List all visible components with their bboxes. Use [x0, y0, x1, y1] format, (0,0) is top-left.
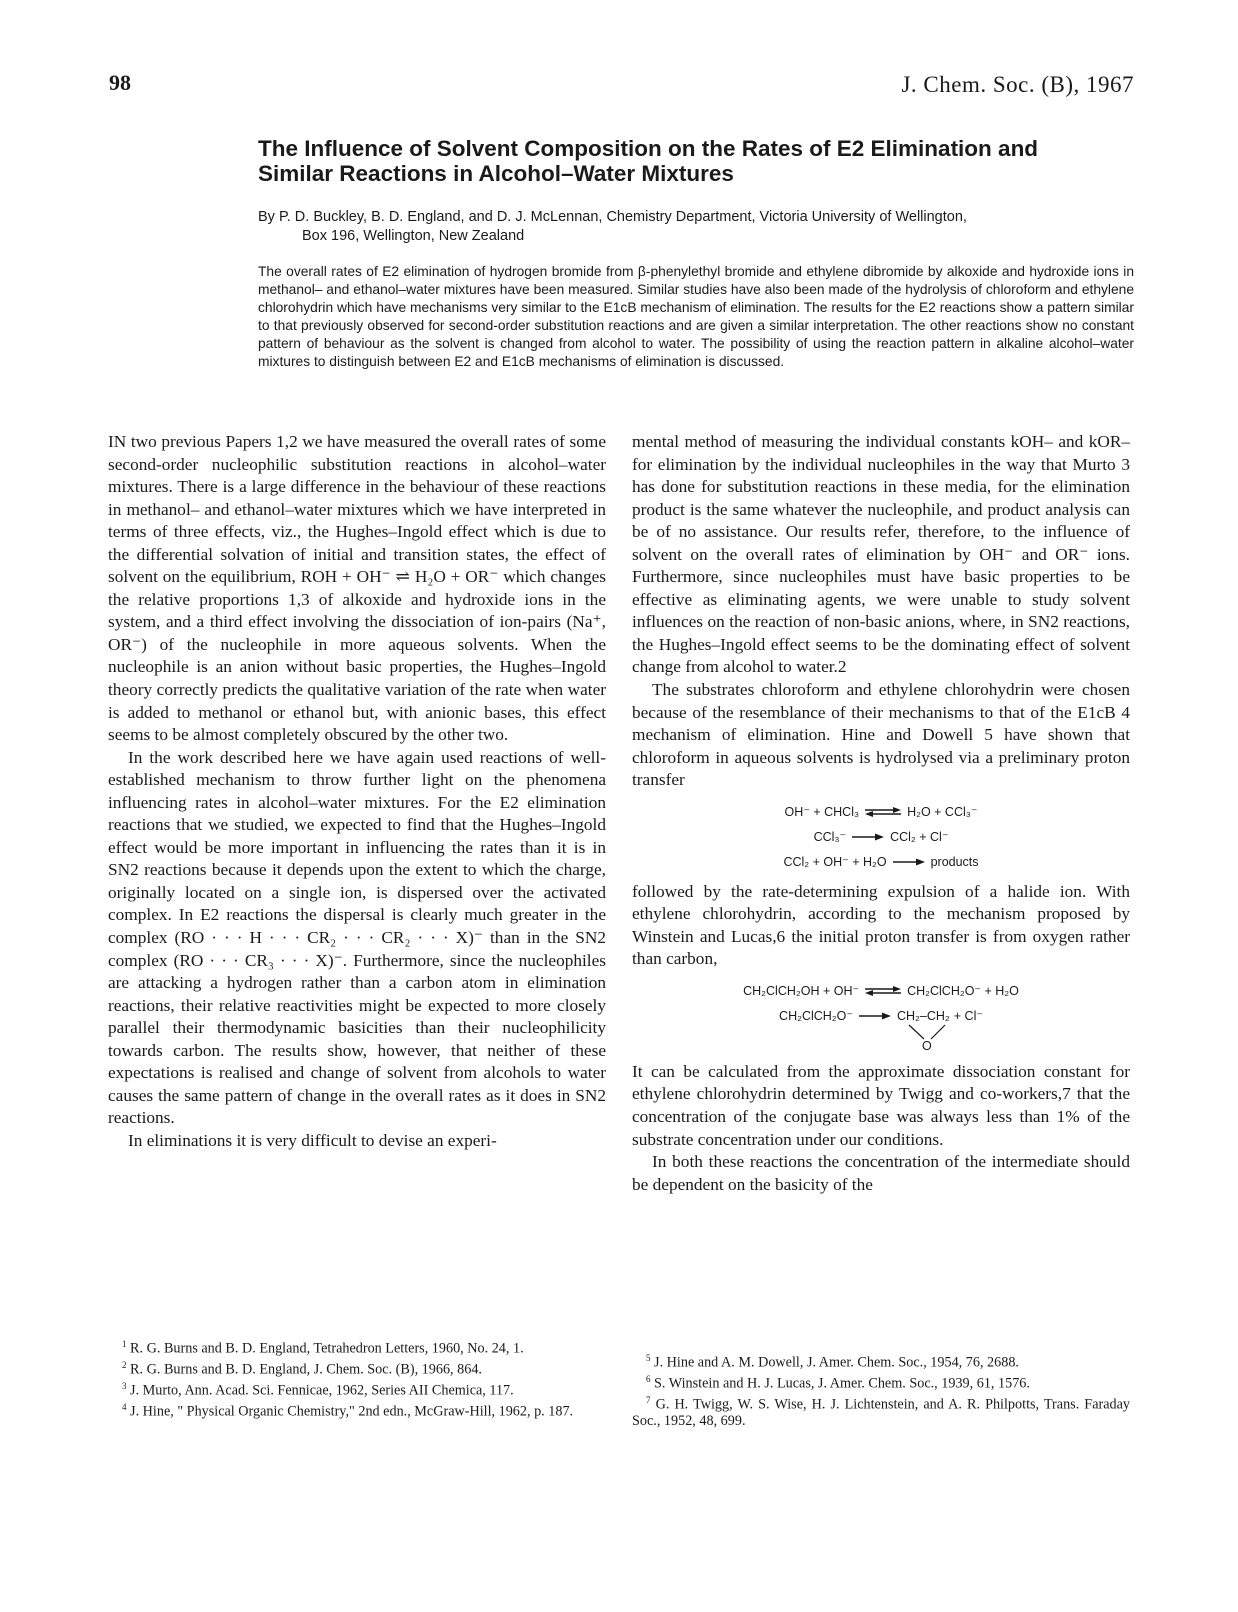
- scheme-equation: [632, 800, 1130, 825]
- products: H₂O + CCl₃⁻: [907, 804, 978, 819]
- reactants: CH₂ClCH₂OH + OH⁻: [743, 983, 860, 998]
- title-line-2: Similar Reactions in Alcohol–Water Mixtures: [258, 161, 734, 186]
- author-line-2: Box 196, Wellington, New Zealand: [302, 228, 525, 244]
- reactants: OH⁻ + CHCl₃: [784, 804, 860, 819]
- footnote-number: 1: [122, 1339, 127, 1349]
- footnote-number: 6: [646, 1374, 651, 1385]
- footnote: [632, 1350, 1130, 1371]
- reaction-arrow-icon: [857, 1012, 893, 1020]
- footnote: [632, 1392, 1130, 1430]
- body-column-right: [632, 431, 1130, 1196]
- body-column-left: [108, 431, 606, 1153]
- products: products: [930, 854, 979, 869]
- footnote-text: J. Hine, " Physical Organic Chemistry," 2nd edn., McGraw-Hill, 1962, p. 187.: [130, 1404, 574, 1421]
- author-line-1: By P. D. Buckley, B. D. England, and D. J. McLennan, Chemistry Department, Victoria University of Wellington,: [258, 209, 967, 225]
- footnote: [632, 1371, 1130, 1392]
- footnote-number: 5: [646, 1353, 651, 1363]
- scheme-equation: [632, 825, 1130, 850]
- reactants: CCl₃⁻: [813, 829, 847, 844]
- paragraph: IN two previous Papers 1,2 we have measured the overall rates of some second-order nucleophilic substitution reactions in alcohol–water mixtures. There is a large difference in the behaviour of these reactions in methanol– and ethanol–water mixtures which we have interpreted in terms of three effects, viz., the Hughes–Ingold effect which is due to the differential solvation of initial and transition states, the effect of solvent on the equilibrium, ROH + OH⁻ ⇌ H₂O + OR⁻ which changes the relative proportions 1,3 of alkoxide and hydroxide ions in the system, and a third effect involving the dissociation of ion-pairs (Na⁺, OR⁻) of the nucleophile in more aqueous solvents. When the nucleophile is an anion without basic properties, the Hughes–Ingold theory correctly predicts the qualitative variation of the rate when water is added to methanol or ethanol but, with anionic bases, this effect seems to be almost completely obscured by the other two.: [108, 432, 606, 745]
- journal-reference: J. Chem. Soc. (B), 1967: [901, 72, 1134, 97]
- paragraph: It can be calculated from the approximate dissociation constant for ethylene chlorohydrin determined by Twigg and co-workers,7 that the concentration of the conjugate base was always less than 1% of the substrate concentration under our conditions.: [632, 1061, 1130, 1149]
- scheme-equation: [632, 1004, 1130, 1053]
- footnote: [108, 1336, 606, 1357]
- paragraph: In eliminations it is very difficult to devise an experi-: [128, 1130, 497, 1150]
- equilibrium-arrow-icon: [863, 985, 903, 997]
- footnote-text: G. H. Twigg, W. S. Wise, H. J. Lichtenstein, and A. R. Philpotts, Trans. Faraday Soc., 1952, 48, 699.: [632, 1397, 1131, 1430]
- epoxide-bonds-icon: [897, 1024, 967, 1046]
- article-title: [258, 136, 1138, 186]
- author-byline: [258, 208, 1138, 246]
- equilibrium-arrow-icon: [863, 806, 903, 818]
- paragraph: The substrates chloroform and ethylene chlorohydrin were chosen because of the resemblance of their mechanisms to that of the E1cB 4 mechanism of elimination. Hine and Dowell 5 have shown that chloroform in aqueous solvents is hydrolysed via a preliminary proton transfer: [632, 680, 1130, 790]
- reaction-arrow-icon: [850, 833, 886, 841]
- epoxide-structure: [897, 1004, 950, 1053]
- footnote-text: R. G. Burns and B. D. England, J. Chem. Soc. (B), 1966, 864.: [130, 1361, 482, 1378]
- footnote: [108, 1378, 606, 1399]
- products: CH₂ClCH₂O⁻ + H₂O: [907, 983, 1019, 998]
- reactants: CCl₂ + OH⁻ + H₂O: [783, 854, 887, 869]
- products: CCl₂ + Cl⁻: [890, 829, 949, 844]
- title-line-1: The Influence of Solvent Composition on the Rates of E2 Elimination and: [258, 136, 1039, 161]
- chlorohydrin-reaction-scheme: [632, 979, 1130, 1055]
- footnote-text: R. G. Burns and B. D. England, Tetrahedron Letters, 1960, No. 24, 1.: [130, 1340, 524, 1357]
- footnote-text: J. Murto, Ann. Acad. Sci. Fennicae, 1962, Series AII Chemica, 117.: [130, 1383, 514, 1400]
- footnote-number: 2: [122, 1360, 127, 1371]
- reactants: CH₂ClCH₂O⁻: [779, 1008, 853, 1023]
- paragraph: In both these reactions the concentration of the intermediate should be dependent on the basicity of the: [632, 1152, 1130, 1194]
- paragraph: followed by the rate-determining expulsion of a halide ion. With ethylene chlorohydrin, according to the mechanism proposed by Winstein and Lucas,6 the initial proton transfer is from oxygen rather than carbon,: [632, 881, 1130, 969]
- epoxide-ring-carbons: CH₂–CH₂: [897, 1008, 950, 1023]
- footnote: [108, 1399, 606, 1420]
- footnote: [108, 1357, 606, 1378]
- footnote-text: J. Hine and A. M. Dowell, J. Amer. Chem. Soc., 1954, 76, 2688.: [654, 1354, 1019, 1371]
- abstract: The overall rates of E2 elimination of hydrogen bromide from β-phenylethyl bromide and ethylene dibromide by alkoxide and hydroxide ions in methanol– and ethanol–water mixtures have been measured. Similar studies have also been made of the hydrolysis of chloroform and ethylene chlorohydrin which have mechanisms very similar to the E1cB mechanism of elimination. The results for the E2 reactions show a pattern similar to that previously observed for second-order substitution reactions and are given a similar interpretation. The other reactions show no constant pattern of behaviour as the solvent is changed from alcohol to water. The possibility of using the reaction pattern in alkaline alcohol–water mixtures to distinguish between E2 and E1cB mechanisms of elimination is discussed.: [258, 264, 1134, 370]
- chloroform-reaction-scheme: [632, 800, 1130, 875]
- scheme-equation: [632, 850, 1130, 875]
- paragraph: mental method of measuring the individual constants kOH– and kOR– for elimination by the individual nucleophiles in the way that Murto 3 has done for substitution reactions in these media, for the elimination product is the same whatever the nucleophile, and product analysis can be of no assistance. Our results refer, therefore, to the influence of solvent on the overall rates of elimination by OH⁻ and OR⁻ ions. Furthermore, since nucleophiles must have basic properties to be effective as eliminating agents, we were unable to study solvent influences on the reaction of non-basic anions, where, in SN2 reactions, the Hughes–Ingold effect seems to be the dominating effect of solvent change from alcohol to water.2: [632, 432, 1130, 677]
- paragraph: In the work described here we have again used reactions of well-established mechanism to throw further light on the phenomena influencing rates in alcohol–water mixtures. For the E2 elimination reactions that we studied, we expected to find that the Hughes–Ingold effect would be more important in influencing the rates than it is in SN2 reactions because it depends upon the extent to which the charge, originally located on a single ion, is dispersed over the activated complex. In E2 reactions the dispersal is clearly much greater in the complex (RO · · · H · · · CR₂ · · · CR₂ · · · X)⁻ than in the SN2 complex (RO · · · CR₃ · · · X)⁻. Furthermore, since the nucleophiles are attacking a hydrogen rather than a carbon atom in elimination reactions, their relative reactivities might be expected to more closely parallel their thermodynamic basicities than their nucleophilicity towards carbon. The results show, however, that neither of these expectations is realised and change of solvent from alcohols to water causes the same pattern of change in the overall rates as it does in SN2 reactions.: [108, 747, 606, 1128]
- footnote-number: 7: [646, 1395, 651, 1406]
- scheme-equation: [632, 979, 1130, 1004]
- page-number: 98: [109, 70, 131, 95]
- footnotes-right: [632, 1350, 1130, 1430]
- footnotes-left: [108, 1336, 606, 1421]
- products: + Cl⁻: [953, 1008, 983, 1023]
- footnote-text: S. Winstein and H. J. Lucas, J. Amer. Chem. Soc., 1939, 61, 1576.: [654, 1375, 1030, 1392]
- footnote-number: 3: [122, 1381, 127, 1392]
- footnote-number: 4: [122, 1402, 127, 1413]
- epoxide-oxygen: O: [922, 1038, 932, 1053]
- reaction-arrow-icon: [891, 858, 927, 866]
